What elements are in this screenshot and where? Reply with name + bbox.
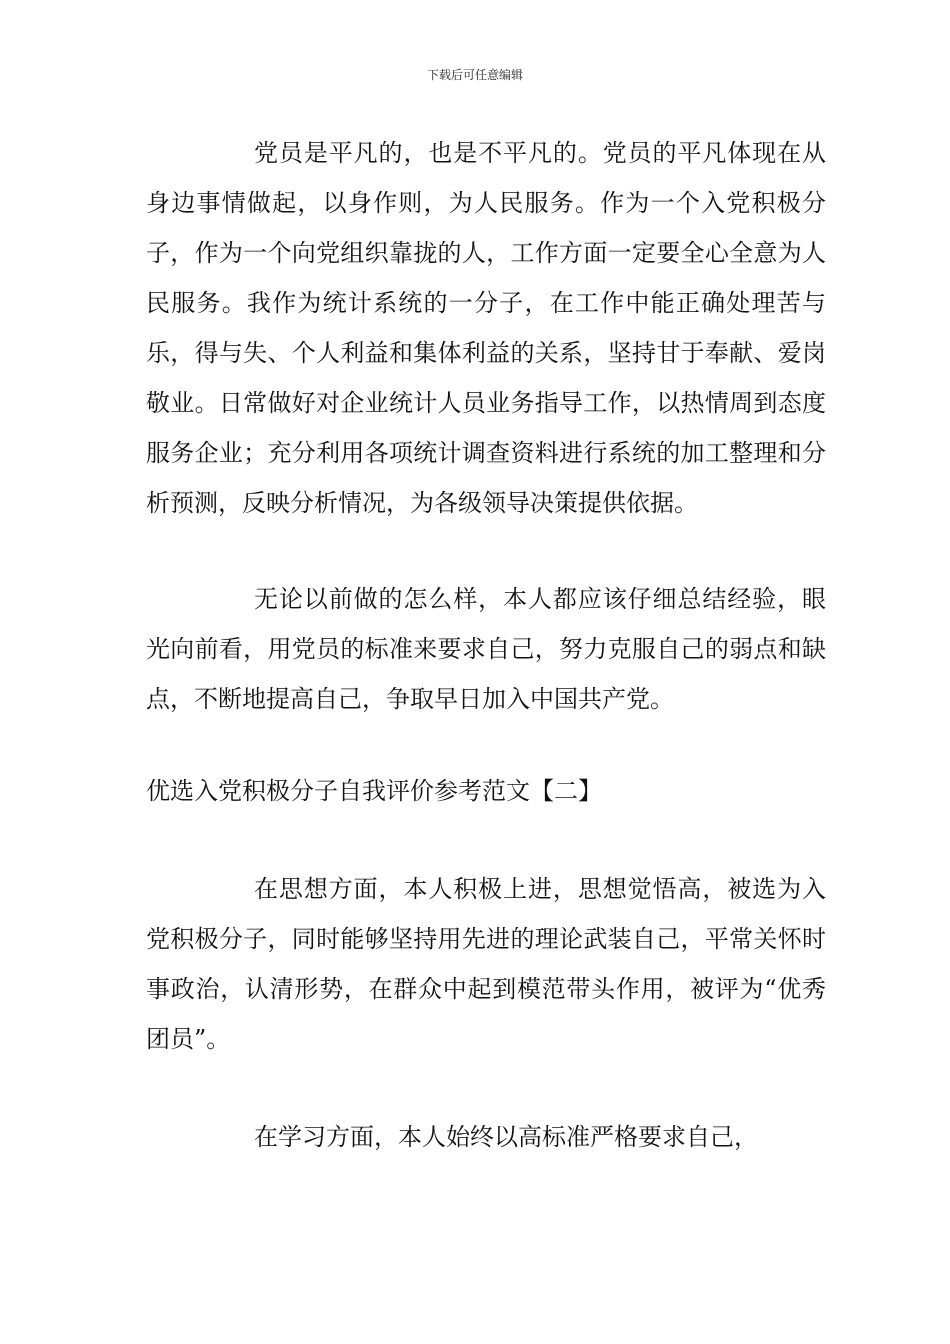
paragraph-study: 在学习方面，本人始终以高标准严格要求自己， [254, 1123, 758, 1151]
paragraph-self-improvement: 无论以前做的怎么样，本人都应该仔细总结经验，眼光向前看，用党员的标准来要求自己，努力克服自己的弱点和缺点，不断地提高自己，争取早日加入中国共产党。 [146, 585, 826, 713]
header-note: 下载后可任意编辑 [426, 68, 523, 82]
paragraph-ideology: 在思想方面，本人积极上进，思想觉悟高，被选为入党积极分子，同时能够坚持用先进的理论武装自己，平常关怀时事政治，认清形势，在群众中起到模范带头作用，被评为“优秀团员”。 [146, 875, 826, 1053]
section-heading: 优选入党积极分子自我评价参考范文【二】 [146, 777, 602, 805]
document-body [146, 128, 826, 1162]
paragraph-party-member: 党员是平凡的，也是不平凡的。党员的平凡体现在从身边事情做起，以身作则，为人民服务。作为一个入党积极分子，作为一个向党组织靠拢的人，工作方面一定要全心全意为人民服务。我作为统计系统的一分子，在工作中能正确处理苦与乐，得与失、个人利益和集体利益的关系，坚持甘于奉献、爱岗敬业。日常做好对企业统计人员业务指导工作，以热情周到态度服务企业；充分利用各项统计调查资料进行系统的加工整理和分析预测，反映分析情况，为各级领导决策提供依据。 [146, 139, 826, 517]
